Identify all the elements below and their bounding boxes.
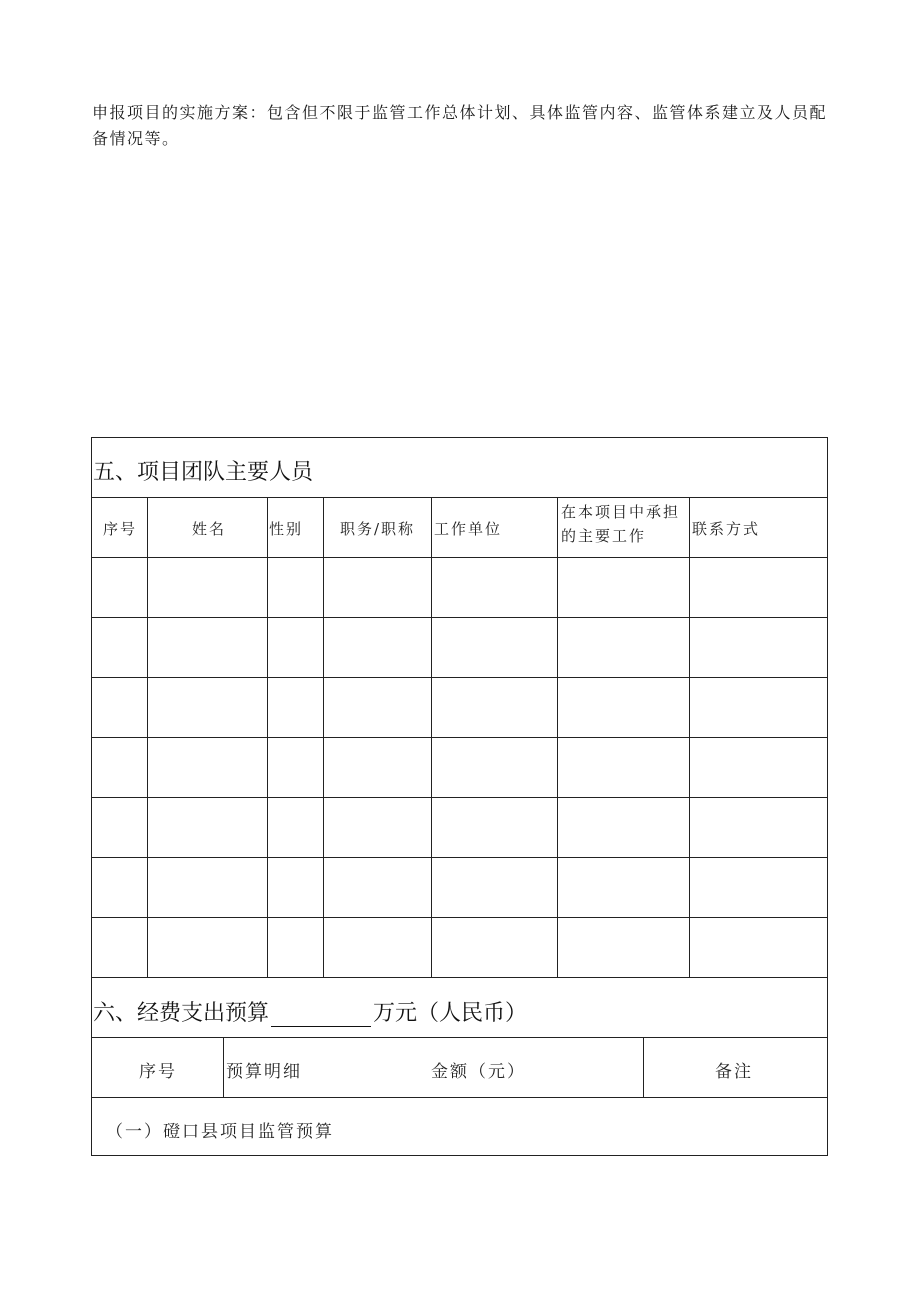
header-gender: 性别 [269, 520, 304, 538]
col-divider [643, 1037, 644, 1097]
budget-amount-blank[interactable] [271, 1004, 371, 1027]
header-title: 职务/职称 [340, 520, 416, 538]
row-divider [92, 617, 827, 618]
col-divider [223, 1037, 224, 1097]
header-index: 序号 [103, 520, 138, 538]
budget-header-remark: 备注 [715, 1062, 753, 1082]
section-six-title-suffix: 万元（人民币） [373, 1001, 528, 1026]
col-divider [147, 497, 148, 977]
section-six-title-prefix: 六、经费支出预算 [93, 1001, 270, 1026]
row-divider [92, 1097, 827, 1098]
application-form-table [91, 437, 828, 1156]
col-divider [557, 497, 558, 977]
row-divider [92, 677, 827, 678]
section-six-title [93, 996, 527, 1027]
implementation-plan-note: 申报项目的实施方案：包含但不限于监管工作总体计划、具体监管内容、监管体系建立及人员配备情况等。 [92, 103, 828, 148]
row-divider [92, 977, 827, 978]
col-divider [323, 497, 324, 977]
row-divider [92, 857, 827, 858]
header-employer: 工作单位 [434, 520, 503, 538]
col-divider [431, 497, 432, 977]
row-divider [92, 737, 827, 738]
budget-header-amount: 金额（元） [431, 1062, 526, 1082]
budget-header-detail: 预算明细 [226, 1062, 302, 1082]
col-divider [689, 497, 690, 977]
row-divider [92, 1037, 827, 1038]
budget-row-dengkou: （一）磴口县项目监管预算 [106, 1122, 334, 1142]
header-name: 姓名 [192, 520, 227, 538]
row-divider [92, 557, 827, 558]
section-five-title: 五、项目团队主要人员 [93, 460, 314, 485]
header-contact: 联系方式 [692, 520, 761, 538]
budget-header-index: 序号 [139, 1062, 177, 1082]
header-responsibility: 在本项目中承担的主要工作 [561, 503, 681, 545]
row-divider [92, 917, 827, 918]
row-divider [92, 497, 827, 498]
row-divider [92, 797, 827, 798]
col-divider [267, 497, 268, 977]
